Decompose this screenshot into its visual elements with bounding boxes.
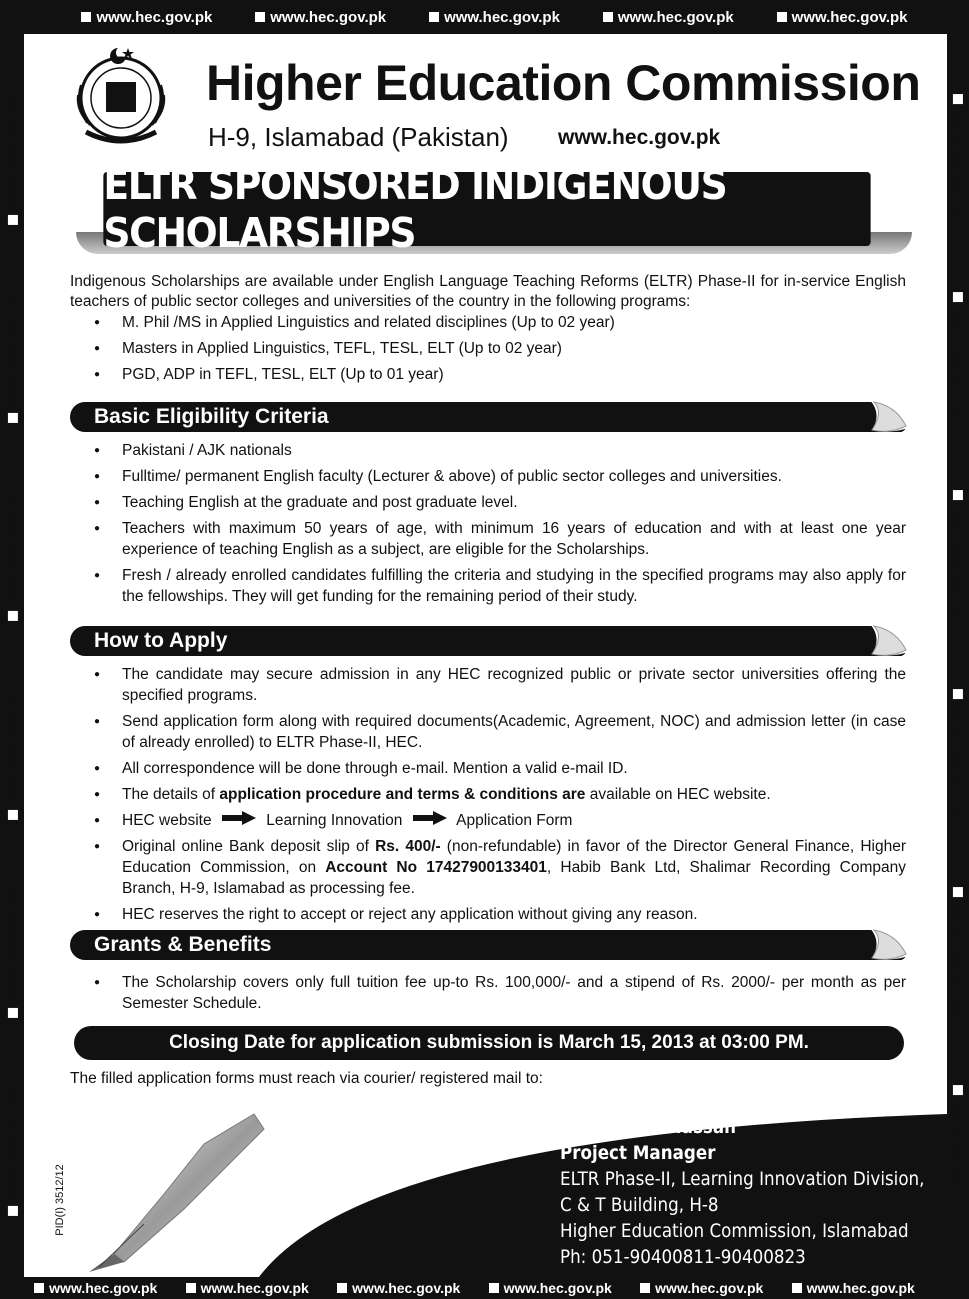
submission-note: The filled application forms must reach via courier/ registered mail to: [70, 1070, 543, 1087]
contact-line: ELTR Phase-II, Learning Innovation Division, [560, 1168, 925, 1190]
list-item: ● Masters in Applied Linguistics, TEFL, TESL, ELT (Up to 02 year) [94, 338, 615, 359]
arrow-right-icon [413, 810, 447, 831]
frame-url: www.hec.gov.pk [81, 9, 212, 26]
contact-name: Syed Musa Hassan [560, 1116, 737, 1138]
page-curl-icon [870, 624, 908, 658]
grants-list [94, 972, 906, 1019]
eligibility-list [94, 440, 906, 612]
section-header-grants [70, 930, 906, 960]
list-item: ● Teaching English at the graduate and post graduate level. [94, 492, 906, 513]
pid-number: PID(I) 3512/12 [53, 1164, 66, 1236]
programs-list [94, 312, 615, 390]
contact-designation: Project Manager [560, 1142, 716, 1164]
intro-paragraph: Indigenous Scholarships are available under English Language Teaching Reforms (ELTR) Phase-II for in-service English teachers of public sector colleges and universities of the country in the following programs: [70, 273, 906, 310]
contact-phone: Ph: 051-90400811-90400823 [560, 1246, 806, 1268]
list-item: ● Teachers with maximum 50 years of age, with minimum 16 years of education and with at least one year experience of teaching English as a subject, are eligible for the Scholarships. [94, 518, 906, 560]
contact-line: C & T Building, H-8 [560, 1194, 719, 1216]
section-title: How to Apply [94, 629, 228, 652]
frame-url: www.hec.gov.pk [950, 887, 967, 1018]
list-item: ● Pakistani / AJK nationals [94, 440, 906, 461]
frame-url: www.hec.gov.pk [950, 292, 967, 423]
organization-website: www.hec.gov.pk [558, 126, 721, 149]
page-title: ELTR SPONSORED INDIGENOUS SCHOLARSHIPS [103, 172, 870, 246]
list-item: ● PGD, ADP in TEFL, TESL, ELT (Up to 01 year) [94, 364, 615, 385]
svg-text:HEC: HEC [110, 84, 132, 95]
section-header-eligibility [70, 402, 906, 432]
frame-url: www.hec.gov.pk [429, 9, 560, 26]
path-step: Application Form [456, 812, 573, 829]
frame-url: www.hec.gov.pk [950, 94, 967, 225]
frame-url: www.hec.gov.pk [337, 1280, 460, 1296]
frame-url: www.hec.gov.pk [792, 1280, 915, 1296]
section-title: Basic Eligibility Criteria [94, 405, 329, 428]
title-banner [70, 161, 910, 262]
frame-url: www.hec.gov.pk [4, 94, 21, 225]
advertisement-panel [24, 34, 947, 1277]
frame-left-strip [0, 60, 24, 1250]
path-step: HEC website [122, 812, 212, 829]
contact-address [560, 1114, 947, 1270]
frame-url: www.hec.gov.pk [255, 9, 386, 26]
closing-date-banner: Closing Date for application submission is March 15, 2013 at 03:00 PM. [74, 1026, 904, 1060]
fountain-pen-image [54, 1104, 274, 1274]
section-title: Grants & Benefits [94, 933, 272, 956]
list-item: ● The Scholarship covers only full tuition fee up-to Rs. 100,000/- and a stipend of Rs. 2000/- per month as per Semester Schedule. [94, 972, 906, 1014]
list-item: ● All correspondence will be done through e-mail. Mention a valid e-mail ID. [94, 758, 906, 779]
frame-url: www.hec.gov.pk [950, 689, 967, 820]
list-item: ● The details of application procedure and terms & conditions are available on HEC website. [94, 784, 906, 805]
frame-bottom-strip [0, 1277, 969, 1299]
frame-url: www.hec.gov.pk [4, 887, 21, 1018]
frame-url: www.hec.gov.pk [489, 1280, 612, 1296]
page-curl-icon [870, 400, 908, 434]
organization-name: Higher Education Commission [206, 55, 921, 111]
frame-url: www.hec.gov.pk [4, 490, 21, 621]
organization-address: H-9, Islamabad (Pakistan) [208, 122, 509, 152]
list-item: ● HEC reserves the right to accept or reject any application without giving any reason. [94, 904, 906, 925]
header [66, 40, 926, 160]
frame-url: www.hec.gov.pk [777, 9, 908, 26]
frame-right-strip [947, 60, 969, 1250]
frame-url: www.hec.gov.pk [34, 1280, 157, 1296]
list-item: ● Original online Bank deposit slip of Rs. 400/- (non-refundable) in favor of the Director General Finance, Higher Education Commission, on Account No 17427900133401, Habib Bank Ltd, Shalimar Recording Company Branch, H-9, Islamabad as processing fee. [94, 836, 906, 899]
frame-url: www.hec.gov.pk [4, 292, 21, 423]
list-item: ● M. Phil /MS in Applied Linguistics and related disciplines (Up to 02 year) [94, 312, 615, 333]
path-step: Learning Innovation [266, 812, 403, 829]
list-item: ● Send application form along with required documents(Academic, Agreement, NOC) and admission letter (in case of already enrolled) to ELTR Phase-II, HEC. [94, 711, 906, 753]
frame-url: www.hec.gov.pk [950, 490, 967, 621]
hec-logo-text [110, 84, 131, 95]
apply-list [94, 664, 906, 930]
list-item: ● The candidate may secure admission in any HEC recognized public or private sector universities offering the specified programs. [94, 664, 906, 706]
frame-url: www.hec.gov.pk [4, 1085, 21, 1216]
frame-url: www.hec.gov.pk [186, 1280, 309, 1296]
hec-logo [66, 40, 176, 150]
frame-url: www.hec.gov.pk [603, 9, 734, 26]
list-item: ● Fulltime/ permanent English faculty (Lecturer & above) of public sector colleges and universities. [94, 466, 906, 487]
contact-line: Higher Education Commission, Islamabad [560, 1220, 909, 1242]
arrow-right-icon [222, 810, 256, 831]
frame-url: www.hec.gov.pk [950, 1085, 967, 1216]
section-header-how-to-apply [70, 626, 906, 656]
frame-url: www.hec.gov.pk [640, 1280, 763, 1296]
list-item: ● Fresh / already enrolled candidates fulfilling the criteria and studying in the specified programs may also apply for the fellowships. They will get funding for the remaining period of their study. [94, 565, 906, 607]
page-curl-icon [870, 928, 908, 962]
list-item-navigation-path [94, 810, 906, 831]
frame-url: www.hec.gov.pk [4, 689, 21, 820]
frame-top-strip [0, 0, 969, 34]
